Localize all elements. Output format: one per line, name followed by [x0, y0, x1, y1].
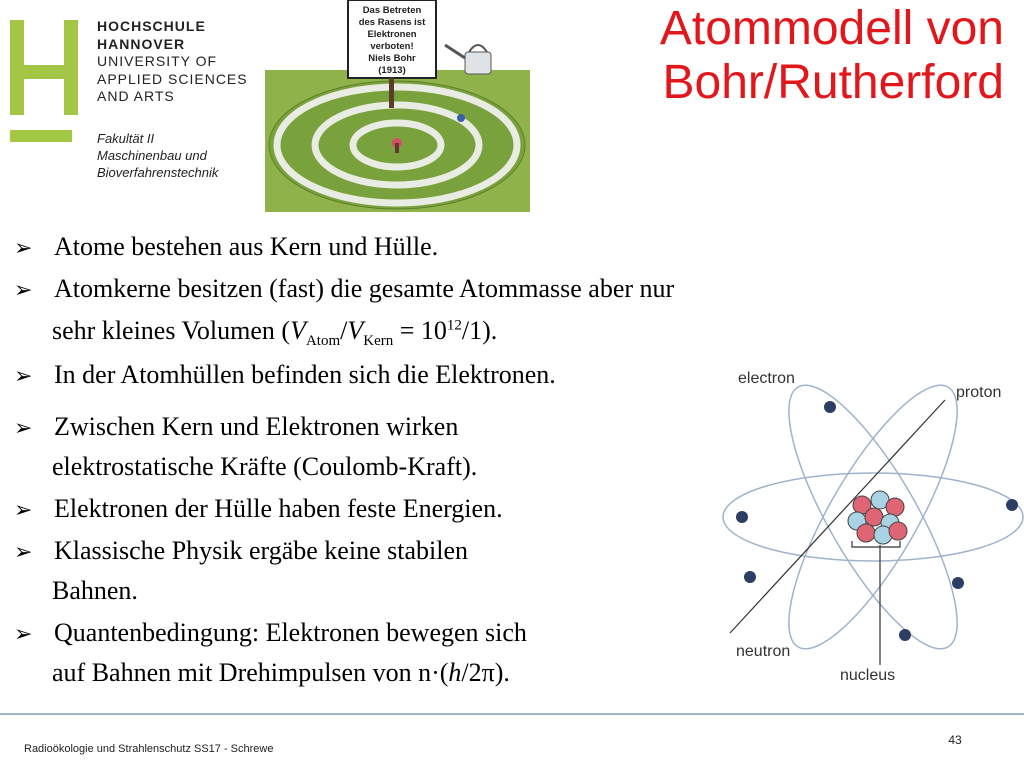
hochschule-logo-h	[10, 20, 80, 145]
uni-line: HOCHSCHULE	[97, 18, 206, 34]
watering-can-icon	[445, 45, 491, 74]
bullet-text: Elektronen der Hülle haben feste Energien.	[54, 494, 503, 523]
slide-title	[564, 2, 1004, 110]
bullet-item	[14, 230, 438, 265]
bullet-text: In der Atomhüllen befinden sich die Elektronen.	[54, 360, 556, 389]
bullet-continuation	[52, 314, 498, 350]
faculty-line: Maschinenbau und	[97, 148, 207, 163]
bullet-item	[14, 358, 556, 393]
nucleus-cluster	[848, 491, 907, 544]
arrow-bullet-icon: ➢	[14, 278, 33, 303]
uni-line: APPLIED SCIENCES	[97, 70, 248, 87]
bullet-continuation: elektrostatische Kräfte (Coulomb-Kraft).	[52, 452, 478, 481]
arrow-bullet-icon: ➢	[14, 498, 33, 523]
arrow-bullet-icon: ➢	[14, 540, 33, 565]
arrow-bullet-icon: ➢	[14, 622, 33, 647]
bullet-text: sehr kleines Volumen (	[52, 316, 291, 345]
sign-line: (1913)	[378, 65, 406, 76]
bullet-text: Quantenbedingung: Elektronen bewegen sich	[54, 618, 527, 647]
planck-symbol: h	[448, 658, 462, 687]
footer-divider	[0, 713, 1024, 715]
bohr-lawn-cartoon	[265, 0, 530, 212]
label-proton: proton	[956, 384, 1002, 401]
bullet-text: Zwischen Kern und Elektronen wirken	[54, 412, 459, 441]
sign-line: Das Betreten	[362, 5, 422, 16]
uni-line: UNIVERSITY OF	[97, 53, 218, 69]
bullet-item	[14, 492, 503, 527]
subscript-atom: Atom	[305, 333, 341, 350]
uni-line: HANNOVER	[97, 35, 186, 52]
faculty-line: Fakultät II	[97, 131, 155, 146]
arrow-bullet-icon: ➢	[14, 364, 33, 389]
sign-line: Elektronen	[367, 29, 417, 40]
bullet-text: /2π).	[461, 658, 510, 687]
electron-dot	[824, 401, 836, 413]
bullet-text: auf Bahnen mit Drehimpulsen von n·(	[52, 658, 449, 687]
electron-dot	[1006, 499, 1018, 511]
page-number: 43	[948, 733, 962, 747]
electron-dot	[744, 571, 756, 583]
bullet-continuation: Bahnen.	[52, 576, 138, 605]
bullet-item	[14, 616, 527, 651]
bullet-continuation	[52, 656, 510, 689]
faculty-line: Bioverfahrenstechnik	[97, 165, 219, 180]
title-line: Bohr/Rutherford	[662, 56, 1004, 109]
atom-diagram	[690, 355, 1024, 695]
bullet-item	[14, 410, 458, 445]
volume-symbol: V	[290, 316, 306, 345]
footer-text: Radioökologie und Strahlenschutz SS17 - Schrewe	[24, 743, 274, 755]
faculty-name	[97, 130, 218, 181]
electron-dot	[952, 577, 964, 589]
arrow-bullet-icon: ➢	[14, 236, 33, 261]
sign-line: verboten!	[370, 41, 414, 52]
ratio-end: /1).	[461, 316, 498, 345]
bullet-item	[14, 272, 674, 307]
bullet-item	[14, 534, 468, 569]
title-line: Atommodell von	[659, 2, 1004, 55]
exponent: 12	[446, 317, 462, 334]
uni-line: AND ARTS	[97, 88, 175, 104]
label-neutron: neutron	[736, 643, 791, 660]
electron-dot	[899, 629, 911, 641]
bullet-text: Atomkerne besitzen (fast) die gesamte Atommasse aber nur	[54, 274, 675, 303]
electron-dot	[736, 511, 748, 523]
equals-ten: = 10	[393, 316, 447, 345]
sign-line: Niels Bohr	[368, 53, 416, 64]
sign-line: des Rasens ist	[358, 17, 426, 28]
slash: /	[340, 316, 348, 345]
arrow-bullet-icon: ➢	[14, 416, 33, 441]
university-name	[97, 18, 248, 106]
subscript-kern: Kern	[363, 333, 394, 350]
label-nucleus: nucleus	[840, 667, 896, 684]
bullet-text: Klassische Physik ergäbe keine stabilen	[54, 536, 468, 565]
label-electron: electron	[738, 370, 795, 387]
volume-symbol: V	[347, 316, 364, 345]
bullet-text: Atome bestehen aus Kern und Hülle.	[54, 232, 439, 261]
